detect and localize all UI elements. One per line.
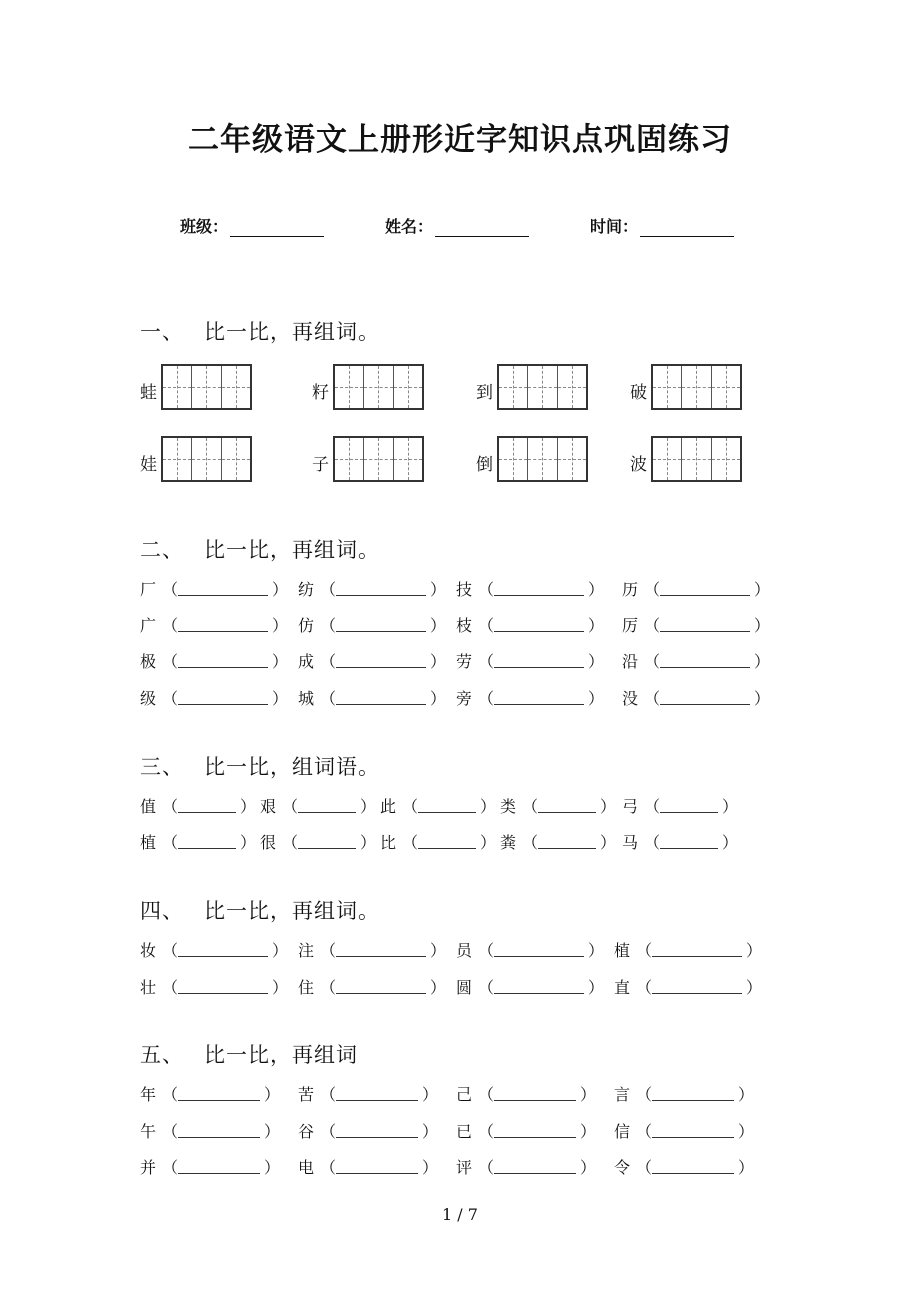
open-paren: （ <box>644 833 661 852</box>
answer-blank[interactable] <box>336 617 426 632</box>
word-char: 己 <box>456 1085 473 1104</box>
word-item <box>260 794 376 817</box>
open-paren: （ <box>644 580 661 599</box>
open-paren: （ <box>162 833 179 852</box>
open-paren: （ <box>320 1158 337 1177</box>
word-char: 圆 <box>456 978 473 997</box>
close-paren: ） <box>600 833 617 852</box>
word-item <box>140 830 256 853</box>
open-paren: （ <box>162 1158 179 1177</box>
word-char: 历 <box>622 580 639 599</box>
close-paren: ） <box>746 978 763 997</box>
answer-blank[interactable] <box>178 1086 260 1101</box>
word-char: 员 <box>456 941 473 960</box>
word-item <box>140 577 288 600</box>
open-paren: （ <box>478 689 495 708</box>
close-paren: ） <box>430 978 447 997</box>
grid-char: 籽 <box>312 383 329 403</box>
word-char: 言 <box>614 1085 631 1104</box>
close-paren: ） <box>588 580 605 599</box>
answer-blank[interactable] <box>336 979 426 994</box>
word-item <box>622 686 770 709</box>
open-paren: （ <box>636 1122 653 1141</box>
answer-blank[interactable] <box>538 834 596 849</box>
answer-blank[interactable] <box>298 798 356 813</box>
answer-blank[interactable] <box>652 942 742 957</box>
writing-grid[interactable] <box>497 436 588 482</box>
word-char: 评 <box>456 1158 473 1177</box>
close-paren: ） <box>430 580 447 599</box>
open-paren: （ <box>478 1122 495 1141</box>
open-paren: （ <box>478 941 495 960</box>
word-item <box>140 1082 280 1105</box>
close-paren: ） <box>580 1122 597 1141</box>
close-paren: ） <box>754 689 771 708</box>
answer-blank[interactable] <box>178 653 268 668</box>
writing-grid[interactable] <box>651 364 742 410</box>
grid-cell[interactable] <box>653 438 682 480</box>
word-char: 没 <box>622 689 639 708</box>
answer-blank[interactable] <box>336 690 426 705</box>
close-paren: ） <box>722 797 739 816</box>
close-paren: ） <box>240 833 257 852</box>
word-char: 纺 <box>298 580 315 599</box>
close-paren: ） <box>422 1085 439 1104</box>
grid-char: 波 <box>630 455 647 475</box>
word-char: 旁 <box>456 689 473 708</box>
grid-cell[interactable] <box>222 366 250 408</box>
word-item <box>622 830 738 853</box>
close-paren: ） <box>272 978 289 997</box>
close-paren: ） <box>240 797 257 816</box>
grid-char: 倒 <box>476 455 493 475</box>
close-paren: ） <box>422 1122 439 1141</box>
open-paren: （ <box>320 689 337 708</box>
answer-blank[interactable] <box>178 979 268 994</box>
open-paren: （ <box>282 833 299 852</box>
word-item <box>298 975 446 998</box>
word-item <box>614 1119 754 1142</box>
word-item <box>298 1119 438 1142</box>
word-item <box>614 938 762 961</box>
word-item <box>298 938 446 961</box>
close-paren: ） <box>430 689 447 708</box>
name-field <box>385 214 529 237</box>
writing-grid[interactable] <box>333 436 424 482</box>
open-paren: （ <box>644 797 661 816</box>
open-paren: （ <box>644 689 661 708</box>
close-paren: ） <box>580 1158 597 1177</box>
word-item <box>298 577 446 600</box>
close-paren: ） <box>746 941 763 960</box>
answer-blank[interactable] <box>178 798 236 813</box>
close-paren: ） <box>264 1158 281 1177</box>
open-paren: （ <box>320 652 337 671</box>
grid-cell[interactable] <box>558 438 586 480</box>
grid-char: 蛙 <box>140 383 157 403</box>
grid-cell[interactable] <box>364 438 393 480</box>
close-paren: ） <box>430 652 447 671</box>
word-char: 技 <box>456 580 473 599</box>
grid-cell[interactable] <box>192 366 221 408</box>
answer-blank[interactable] <box>494 1086 576 1101</box>
open-paren: （ <box>162 652 179 671</box>
answer-blank[interactable] <box>494 1123 576 1138</box>
word-item <box>456 613 604 636</box>
open-paren: （ <box>282 797 299 816</box>
close-paren: ） <box>272 941 289 960</box>
page-number: 1 / 7 <box>442 1205 478 1224</box>
word-item <box>614 1082 754 1105</box>
word-item <box>140 938 288 961</box>
word-char: 很 <box>260 833 277 852</box>
grid-cell[interactable] <box>499 366 528 408</box>
answer-blank[interactable] <box>652 979 742 994</box>
writing-grid[interactable] <box>161 436 252 482</box>
word-item <box>622 649 770 672</box>
answer-blank[interactable] <box>652 1159 734 1174</box>
answer-blank[interactable] <box>494 1159 576 1174</box>
word-item <box>456 1155 596 1178</box>
answer-blank[interactable] <box>336 1159 418 1174</box>
answer-blank[interactable] <box>178 1123 260 1138</box>
word-char: 妆 <box>140 941 157 960</box>
answer-blank[interactable] <box>178 834 236 849</box>
section-3-title: 三、 比一比，组词语。 <box>140 755 380 779</box>
class-field <box>180 214 324 237</box>
word-item <box>500 830 616 853</box>
open-paren: （ <box>162 580 179 599</box>
word-item <box>298 1082 438 1105</box>
open-paren: （ <box>162 616 179 635</box>
open-paren: （ <box>478 1158 495 1177</box>
answer-blank[interactable] <box>494 942 584 957</box>
grid-cell[interactable] <box>163 366 192 408</box>
answer-blank[interactable] <box>494 617 584 632</box>
word-item <box>140 1119 280 1142</box>
section-2-title: 二、 比一比，再组词。 <box>140 538 380 562</box>
answer-blank[interactable] <box>494 653 584 668</box>
open-paren: （ <box>478 580 495 599</box>
close-paren: ） <box>272 689 289 708</box>
grid-cell[interactable] <box>499 438 528 480</box>
close-paren: ） <box>600 797 617 816</box>
close-paren: ） <box>360 797 377 816</box>
word-char: 极 <box>140 652 157 671</box>
word-item <box>380 830 496 853</box>
name-blank[interactable] <box>435 220 529 237</box>
word-char: 仿 <box>298 616 315 635</box>
word-char: 马 <box>622 833 639 852</box>
grid-cell[interactable] <box>163 438 192 480</box>
word-char: 弓 <box>622 797 639 816</box>
word-char: 比 <box>380 833 397 852</box>
word-item <box>140 686 288 709</box>
answer-blank[interactable] <box>660 581 750 596</box>
class-blank[interactable] <box>230 220 324 237</box>
open-paren: （ <box>478 1085 495 1104</box>
grid-char: 到 <box>476 383 493 403</box>
word-char: 级 <box>140 689 157 708</box>
name-label: 姓名： <box>385 217 434 236</box>
answer-blank[interactable] <box>494 979 584 994</box>
word-item <box>614 1155 754 1178</box>
close-paren: ） <box>738 1158 755 1177</box>
grid-char: 子 <box>312 455 329 475</box>
grid-cell[interactable] <box>653 366 682 408</box>
word-item <box>622 613 770 636</box>
section-1-title: 一、 比一比，再组词。 <box>140 320 380 344</box>
word-char: 沿 <box>622 652 639 671</box>
answer-blank[interactable] <box>660 834 718 849</box>
open-paren: （ <box>162 1122 179 1141</box>
page-title: 二年级语文上册形近字知识点巩固练习 <box>188 122 732 158</box>
grid-cell[interactable] <box>528 366 557 408</box>
open-paren: （ <box>522 833 539 852</box>
word-char: 令 <box>614 1158 631 1177</box>
close-paren: ） <box>430 941 447 960</box>
grid-char: 娃 <box>140 455 157 475</box>
word-item <box>456 975 604 998</box>
word-item <box>622 794 738 817</box>
answer-blank[interactable] <box>336 942 426 957</box>
close-paren: ） <box>264 1122 281 1141</box>
open-paren: （ <box>320 978 337 997</box>
answer-blank[interactable] <box>652 1123 734 1138</box>
writing-grid[interactable] <box>161 364 252 410</box>
word-char: 午 <box>140 1122 157 1141</box>
word-item <box>298 686 446 709</box>
open-paren: （ <box>478 978 495 997</box>
word-char: 壮 <box>140 978 157 997</box>
open-paren: （ <box>320 941 337 960</box>
close-paren: ） <box>754 616 771 635</box>
word-char: 住 <box>298 978 315 997</box>
word-item <box>456 1082 596 1105</box>
open-paren: （ <box>402 797 419 816</box>
close-paren: ） <box>480 833 497 852</box>
close-paren: ） <box>722 833 739 852</box>
open-paren: （ <box>162 941 179 960</box>
time-blank[interactable] <box>640 220 734 237</box>
open-paren: （ <box>478 652 495 671</box>
word-char: 厂 <box>140 580 157 599</box>
section-5-title: 五、 比一比，再组词 <box>140 1043 358 1067</box>
answer-blank[interactable] <box>336 581 426 596</box>
open-paren: （ <box>402 833 419 852</box>
open-paren: （ <box>162 978 179 997</box>
open-paren: （ <box>320 1122 337 1141</box>
close-paren: ） <box>272 580 289 599</box>
word-item <box>456 938 604 961</box>
word-char: 年 <box>140 1085 157 1104</box>
open-paren: （ <box>162 797 179 816</box>
word-item <box>140 613 288 636</box>
word-char: 厉 <box>622 616 639 635</box>
open-paren: （ <box>636 1158 653 1177</box>
open-paren: （ <box>636 941 653 960</box>
grid-cell[interactable] <box>712 366 740 408</box>
writing-grid[interactable] <box>333 364 424 410</box>
grid-cell[interactable] <box>682 366 711 408</box>
section-4-title: 四、 比一比，再组词。 <box>140 899 380 923</box>
open-paren: （ <box>320 616 337 635</box>
word-item <box>298 613 446 636</box>
open-paren: （ <box>162 1085 179 1104</box>
close-paren: ） <box>754 652 771 671</box>
close-paren: ） <box>480 797 497 816</box>
time-label: 时间： <box>590 217 639 236</box>
answer-blank[interactable] <box>660 617 750 632</box>
answer-blank[interactable] <box>298 834 356 849</box>
answer-blank[interactable] <box>660 798 718 813</box>
answer-blank[interactable] <box>494 690 584 705</box>
word-char: 劳 <box>456 652 473 671</box>
word-char: 枝 <box>456 616 473 635</box>
word-char: 并 <box>140 1158 157 1177</box>
word-char: 类 <box>500 797 517 816</box>
word-char: 信 <box>614 1122 631 1141</box>
word-char: 粪 <box>500 833 517 852</box>
writing-grid[interactable] <box>497 364 588 410</box>
word-item <box>456 1119 596 1142</box>
grid-cell[interactable] <box>394 366 422 408</box>
answer-blank[interactable] <box>178 690 268 705</box>
word-item <box>456 577 604 600</box>
grid-cell[interactable] <box>558 366 586 408</box>
word-item <box>140 794 256 817</box>
open-paren: （ <box>162 689 179 708</box>
grid-cell[interactable] <box>192 438 221 480</box>
answer-blank[interactable] <box>336 1086 418 1101</box>
close-paren: ） <box>430 616 447 635</box>
close-paren: ） <box>264 1085 281 1104</box>
close-paren: ） <box>360 833 377 852</box>
answer-blank[interactable] <box>178 942 268 957</box>
close-paren: ） <box>738 1085 755 1104</box>
answer-blank[interactable] <box>336 1123 418 1138</box>
word-char: 此 <box>380 797 397 816</box>
answer-blank[interactable] <box>494 581 584 596</box>
word-item <box>298 1155 438 1178</box>
answer-blank[interactable] <box>418 798 476 813</box>
word-char: 已 <box>456 1122 473 1141</box>
word-item <box>614 975 762 998</box>
grid-cell[interactable] <box>222 438 250 480</box>
word-item <box>622 577 770 600</box>
open-paren: （ <box>320 580 337 599</box>
class-label: 班级： <box>180 217 229 236</box>
word-item <box>500 794 616 817</box>
grid-cell[interactable] <box>682 438 711 480</box>
open-paren: （ <box>644 652 661 671</box>
answer-blank[interactable] <box>660 653 750 668</box>
close-paren: ） <box>272 652 289 671</box>
word-item <box>456 649 604 672</box>
writing-grid[interactable] <box>651 436 742 482</box>
word-item <box>140 975 288 998</box>
open-paren: （ <box>478 616 495 635</box>
open-paren: （ <box>636 978 653 997</box>
answer-blank[interactable] <box>418 834 476 849</box>
grid-cell[interactable] <box>394 438 422 480</box>
word-item <box>298 649 446 672</box>
grid-cell[interactable] <box>335 438 364 480</box>
grid-cell[interactable] <box>528 438 557 480</box>
word-char: 成 <box>298 652 315 671</box>
close-paren: ） <box>588 689 605 708</box>
close-paren: ） <box>738 1122 755 1141</box>
word-char: 注 <box>298 941 315 960</box>
close-paren: ） <box>272 616 289 635</box>
close-paren: ） <box>588 941 605 960</box>
open-paren: （ <box>644 616 661 635</box>
answer-blank[interactable] <box>336 653 426 668</box>
grid-char: 破 <box>630 383 647 403</box>
word-char: 直 <box>614 978 631 997</box>
word-char: 苦 <box>298 1085 315 1104</box>
close-paren: ） <box>754 580 771 599</box>
word-char: 谷 <box>298 1122 315 1141</box>
word-char: 广 <box>140 616 157 635</box>
answer-blank[interactable] <box>178 1159 260 1174</box>
answer-blank[interactable] <box>178 617 268 632</box>
answer-blank[interactable] <box>660 690 750 705</box>
open-paren: （ <box>320 1085 337 1104</box>
grid-cell[interactable] <box>335 366 364 408</box>
answer-blank[interactable] <box>178 581 268 596</box>
word-item <box>140 649 288 672</box>
word-char: 艰 <box>260 797 277 816</box>
word-item <box>456 686 604 709</box>
word-item <box>140 1155 280 1178</box>
word-char: 植 <box>140 833 157 852</box>
answer-blank[interactable] <box>652 1086 734 1101</box>
word-char: 城 <box>298 689 315 708</box>
word-item <box>380 794 496 817</box>
close-paren: ） <box>580 1085 597 1104</box>
word-char: 电 <box>298 1158 315 1177</box>
word-char: 值 <box>140 797 157 816</box>
time-field <box>590 214 734 237</box>
close-paren: ） <box>588 978 605 997</box>
open-paren: （ <box>636 1085 653 1104</box>
close-paren: ） <box>422 1158 439 1177</box>
grid-cell[interactable] <box>364 366 393 408</box>
word-item <box>260 830 376 853</box>
close-paren: ） <box>588 616 605 635</box>
open-paren: （ <box>522 797 539 816</box>
answer-blank[interactable] <box>538 798 596 813</box>
grid-cell[interactable] <box>712 438 740 480</box>
close-paren: ） <box>588 652 605 671</box>
word-char: 植 <box>614 941 631 960</box>
